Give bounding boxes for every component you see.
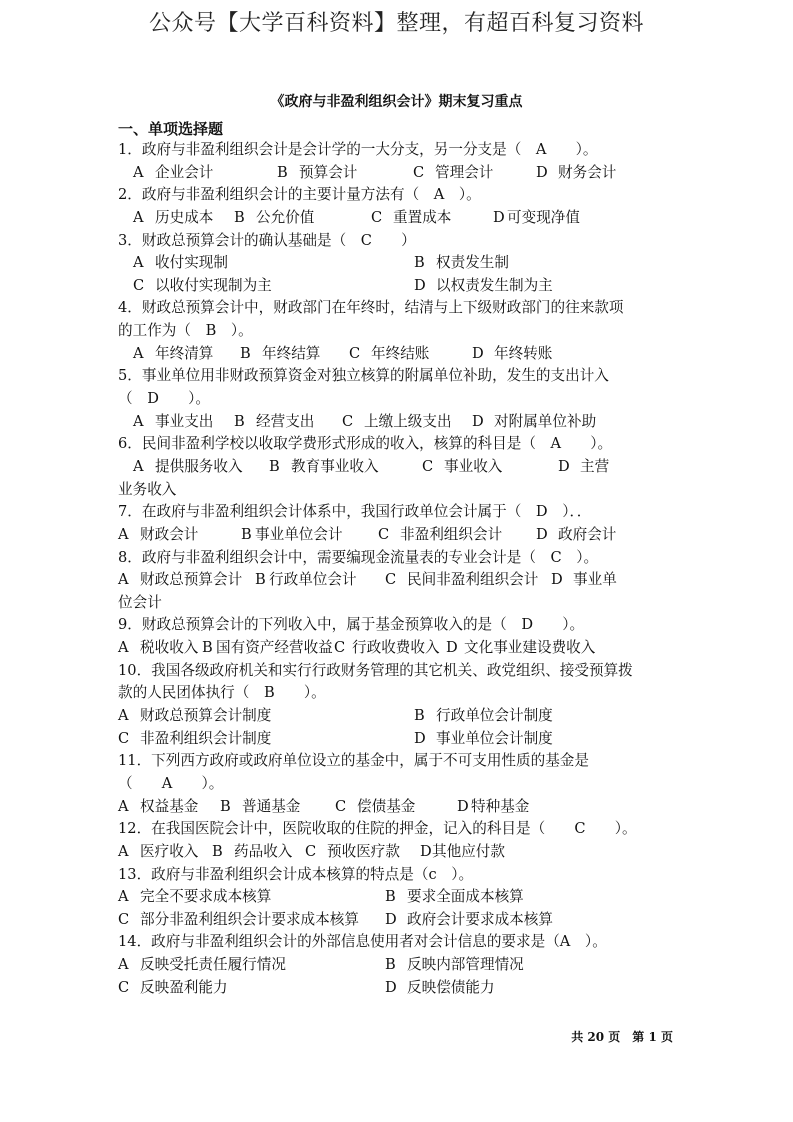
option-c	[334, 637, 440, 660]
question-10	[118, 660, 678, 751]
question-stem-line: 12．在我国医院会计中，医院收取的住院的押金，记入的科目是（ C ）。	[118, 820, 637, 838]
option-text: 重置成本	[393, 208, 452, 226]
option-label: A	[133, 208, 144, 226]
options-row	[118, 977, 678, 1000]
option-text: 非盈利组织会计制度	[140, 729, 272, 747]
option-label: B	[269, 457, 280, 475]
question-stem-line: 4．财政总预算会计中，财政部门在年终时，结清与上下级财政部门的往来款项	[118, 299, 624, 317]
question-stem-line: 2．政府与非盈利组织会计的主要计量方法有（ A ）。	[118, 186, 481, 204]
option-d	[385, 977, 495, 1000]
options-row	[118, 886, 678, 909]
option-label: D	[472, 344, 484, 362]
question-4	[118, 297, 678, 365]
option-text: 政府会计要求成本核算	[407, 910, 553, 928]
option-text: 公允价值	[256, 208, 315, 226]
option-c	[342, 411, 452, 434]
option-c	[349, 343, 429, 366]
option-text: 反映盈利能力	[140, 978, 228, 996]
option-d	[446, 637, 595, 660]
option-text: 财务会计	[558, 163, 617, 181]
question-stem-line: 3．财政总预算会计的确认基础是（ C ）	[118, 231, 416, 249]
option-label: B	[202, 639, 213, 657]
page-footer: 共 20 页 第 1 页	[571, 1030, 673, 1044]
option-b	[212, 841, 292, 864]
option-label: B	[241, 525, 252, 543]
option-label: A	[118, 797, 129, 815]
option-text: 偿债基金	[357, 797, 416, 815]
option-text: 行政收费收入	[352, 639, 440, 657]
option-d	[493, 207, 580, 230]
option-text: 权益基金	[140, 797, 199, 815]
option-label: A	[118, 571, 129, 589]
option-text: 其他应付款	[432, 842, 505, 860]
option-c	[413, 162, 493, 185]
question-stem-line: 5．事业单位用非财政预算资金对独立核算的附属单位补助，发生的支出计入	[118, 367, 609, 385]
option-d	[420, 841, 505, 864]
option-label: A	[133, 254, 144, 272]
option-label: B	[385, 888, 396, 906]
option-c	[378, 524, 502, 547]
option-label: D	[414, 729, 426, 747]
option-text: 收付实现制	[155, 254, 228, 272]
option-c	[118, 728, 271, 751]
option-label: D	[446, 639, 458, 657]
options-row	[118, 909, 678, 932]
option-label: C	[305, 842, 317, 860]
question-1	[118, 139, 678, 184]
question-9	[118, 614, 678, 659]
option-label: A	[118, 956, 129, 974]
question-6	[118, 433, 678, 501]
question-stem-line: 10．我国各级政府机关和实行行政财务管理的其它机关、政党组织、接受预算拨	[118, 661, 633, 679]
option-label: A	[118, 707, 129, 725]
option-text: 要求全面成本核算	[407, 888, 524, 906]
option-label: C	[413, 163, 425, 181]
option-text: 企业会计	[155, 163, 214, 181]
option-a	[133, 411, 213, 434]
question-8	[118, 547, 678, 615]
option-text: 部分非盈利组织会计要求成本核算	[140, 910, 359, 928]
question-stem-line: 款的人民团体执行（ B ）。	[118, 684, 326, 702]
option-label: D	[558, 457, 570, 475]
option-text: 国有资产经营收益	[216, 639, 333, 657]
option-text: 事业支出	[155, 412, 214, 430]
option-label: B	[212, 842, 223, 860]
option-label: D	[457, 797, 469, 815]
option-b	[255, 569, 357, 592]
option-label: D	[536, 163, 548, 181]
option-text: 反映受托责任履行情况	[140, 956, 286, 974]
option-d	[551, 569, 617, 592]
option-text: 预算会计	[299, 163, 358, 181]
option-label: A	[133, 344, 144, 362]
question-stem-line: （ D ）。	[118, 390, 210, 408]
option-a	[118, 796, 198, 819]
question-stem-line: 8．政府与非盈利组织会计中，需要编现金流量表的专业会计是（ C ）。	[118, 548, 599, 566]
option-c	[305, 841, 400, 864]
option-text: 管理会计	[435, 163, 494, 181]
option-text: 事业单位会计	[255, 525, 343, 543]
option-text: 民间非盈利组织会计	[407, 571, 539, 589]
option-b	[414, 252, 509, 275]
option-text: 年终结算	[262, 344, 321, 362]
option-text: 完全不要求成本核算	[140, 888, 272, 906]
option-a	[133, 343, 213, 366]
option-text: 历史成本	[155, 208, 214, 226]
options-row	[118, 207, 678, 230]
question-list	[118, 139, 678, 999]
option-text: 经营支出	[256, 412, 315, 430]
option-text: 特种基金	[471, 797, 530, 815]
option-d	[472, 411, 596, 434]
option-text: 财政总预算会计制度	[140, 707, 272, 725]
option-a	[118, 524, 198, 547]
question-stem-line: 6．民间非盈利学校以收取学费形式形成的收入，核算的科目是（ A ）。	[118, 435, 613, 453]
option-b	[277, 162, 357, 185]
option-label: A	[118, 842, 129, 860]
options-row	[118, 343, 678, 366]
option-label: C	[118, 910, 130, 928]
option-label: A	[118, 639, 129, 657]
option-a	[118, 841, 198, 864]
option-a	[133, 456, 243, 479]
question-stem-line: 14．政府与非盈利组织会计的外部信息使用者对会计信息的要求是（A ）。	[118, 933, 607, 951]
option-label: B	[240, 344, 251, 362]
option-b	[385, 954, 524, 977]
option-text: 年终转账	[494, 344, 553, 362]
option-text: 反映偿债能力	[407, 978, 495, 996]
option-label: D	[385, 910, 397, 928]
option-label: B	[234, 412, 245, 430]
option-text: 以收付实现制为主	[155, 276, 272, 294]
option-text: 反映内部管理情况	[407, 956, 524, 974]
question-2	[118, 184, 678, 229]
option-d	[414, 275, 553, 298]
option-a	[118, 569, 242, 592]
option-label: C	[342, 412, 354, 430]
option-text: 普通基金	[242, 797, 301, 815]
option-c	[385, 569, 538, 592]
option-b	[234, 411, 314, 434]
question-11	[118, 750, 678, 818]
option-label: C	[422, 457, 434, 475]
option-text: 以权责发生制为主	[436, 276, 553, 294]
option-label: B	[414, 254, 425, 272]
options-row	[118, 275, 678, 298]
option-d	[536, 524, 616, 547]
option-text: 非盈利组织会计	[400, 525, 503, 543]
document-title: 《政府与非盈利组织会计》期末复习重点	[270, 94, 523, 110]
option-b	[220, 796, 300, 819]
option-d	[536, 162, 616, 185]
option-a	[118, 637, 198, 660]
option-label: A	[133, 457, 144, 475]
question-stem-line: 11．下列西方政府或政府单位设立的基金中，属于不可支用性质的基金是	[118, 752, 589, 770]
option-text: 药品收入	[234, 842, 293, 860]
option-c	[118, 977, 228, 1000]
option-text: 可变现净值	[507, 208, 580, 226]
option-a	[118, 705, 271, 728]
options-row	[118, 728, 678, 751]
options-row	[118, 252, 678, 275]
option-b	[414, 705, 553, 728]
option-c	[133, 275, 272, 298]
option-text: 主营	[580, 457, 610, 475]
option-a	[133, 252, 228, 275]
option-text: 行政单位会计	[269, 571, 357, 589]
option-text: 财政会计	[140, 525, 199, 543]
option-label: B	[234, 208, 245, 226]
option-text: 政府会计	[558, 525, 617, 543]
option-text: 对附属单位补助	[494, 412, 597, 430]
question-13	[118, 864, 678, 932]
option-d	[457, 796, 529, 819]
option-label: A	[133, 412, 144, 430]
option-a	[133, 207, 213, 230]
option-label: D	[536, 525, 548, 543]
option-text: 行政单位会计制度	[436, 707, 553, 725]
option-label: C	[385, 571, 397, 589]
option-label: C	[349, 344, 361, 362]
options-row	[118, 456, 678, 479]
option-d	[472, 343, 552, 366]
option-text: 年终结账	[371, 344, 430, 362]
option-label: C	[118, 729, 130, 747]
option-c	[371, 207, 451, 230]
question-5	[118, 365, 678, 433]
option-label: A	[118, 888, 129, 906]
option-label: B	[255, 571, 266, 589]
option-c	[335, 796, 415, 819]
options-row	[118, 796, 678, 819]
option-label: B	[277, 163, 288, 181]
option-text: 税收收入	[140, 639, 199, 657]
option-text: 财政总预算会计	[140, 571, 243, 589]
option-c	[422, 456, 502, 479]
watermark-banner: 公众号【大学百科资料】整理，有超百科复习资料	[148, 11, 644, 36]
options-row	[118, 841, 678, 864]
question-stem-line: 1．政府与非盈利组织会计是会计学的一大分支，另一分支是（ A ）。	[118, 141, 598, 158]
option-d	[385, 909, 553, 932]
options-row	[118, 162, 678, 185]
option-continuation: 位会计	[118, 593, 162, 611]
option-text: 事业收入	[444, 457, 503, 475]
option-text: 年终清算	[155, 344, 214, 362]
option-d	[414, 728, 553, 751]
question-12	[118, 818, 678, 863]
options-row	[118, 705, 678, 728]
options-row	[118, 637, 678, 660]
question-3	[118, 230, 678, 298]
option-b	[240, 343, 320, 366]
option-a	[118, 886, 271, 909]
option-a	[118, 954, 286, 977]
option-label: B	[220, 797, 231, 815]
option-text: 提供服务收入	[155, 457, 243, 475]
option-label: A	[133, 163, 144, 181]
question-stem-line: 7．在政府与非盈利组织会计体系中，我国行政单位会计属于（ D ）．．	[118, 503, 592, 521]
option-label: D	[551, 571, 563, 589]
option-label: C	[118, 978, 130, 996]
option-label: C	[371, 208, 383, 226]
option-c	[118, 909, 359, 932]
option-label: D	[493, 208, 505, 226]
question-stem-line: 9．财政总预算会计的下列收入中，属于基金预算收入的是（ D ）。	[118, 616, 585, 634]
option-d	[558, 456, 609, 479]
option-text: 权责发生制	[436, 254, 509, 272]
option-a	[133, 162, 213, 185]
option-text: 医疗收入	[140, 842, 199, 860]
option-label: B	[414, 707, 425, 725]
option-label: D	[472, 412, 484, 430]
options-row	[118, 569, 678, 592]
option-label: A	[118, 525, 129, 543]
option-text: 事业单	[573, 571, 617, 589]
question-14	[118, 931, 678, 999]
option-label: D	[420, 842, 432, 860]
option-label: D	[385, 978, 397, 996]
option-label: B	[385, 956, 396, 974]
options-row	[118, 954, 678, 977]
option-b	[241, 524, 343, 547]
option-text: 上缴上级支出	[364, 412, 452, 430]
option-label: C	[133, 276, 145, 294]
option-continuation: 业务收入	[118, 480, 177, 498]
option-text: 教育事业收入	[291, 457, 379, 475]
question-7	[118, 501, 678, 546]
section-heading: 一、单项选择题	[118, 120, 224, 138]
option-label: D	[414, 276, 426, 294]
option-label: C	[335, 797, 347, 815]
options-row	[118, 411, 678, 434]
option-label: C	[334, 639, 346, 657]
option-text: 预收医疗款	[327, 842, 400, 860]
question-stem-line: （ A ）。	[118, 774, 224, 792]
option-b	[269, 456, 379, 479]
option-b	[234, 207, 314, 230]
option-label: C	[378, 525, 390, 543]
options-row	[118, 524, 678, 547]
option-b	[385, 886, 524, 909]
option-b	[202, 637, 333, 660]
question-stem-line: 的工作为（ B ）。	[118, 322, 253, 340]
option-text: 文化事业建设费收入	[464, 639, 596, 657]
question-stem-line: 13．政府与非盈利组织会计成本核算的特点是（c ）。	[118, 865, 474, 883]
option-text: 事业单位会计制度	[436, 729, 553, 747]
